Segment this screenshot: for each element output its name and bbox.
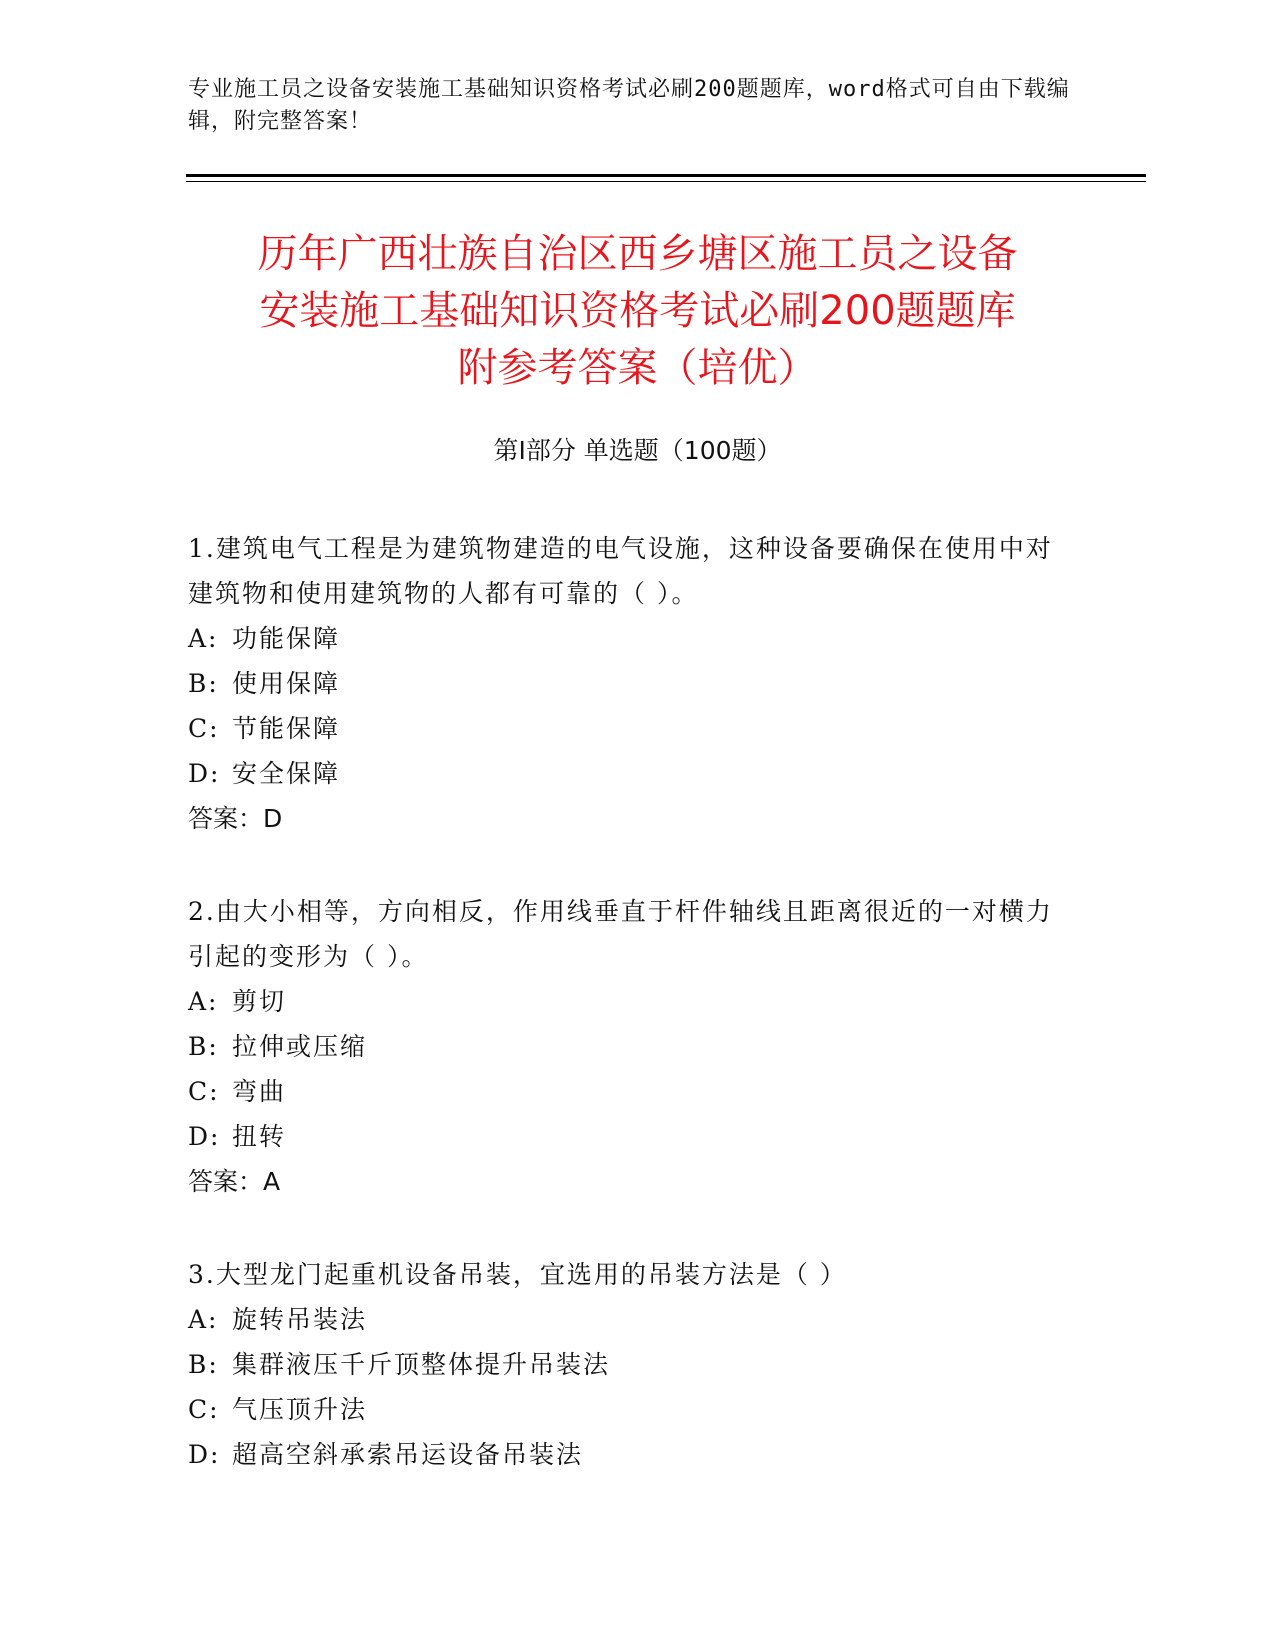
- question-stem: 2.由大小相等，方向相反，作用线垂直于杆件轴线且距离很近的一对横力引起的变形为（ ）。: [188, 897, 1053, 971]
- option-a: [188, 979, 1068, 1024]
- title-line-2: 安装施工基础知识资格考试必刷200题题库: [259, 288, 1016, 334]
- option-text: 旋转吊装法: [232, 1305, 368, 1334]
- question-1: [188, 526, 1068, 841]
- option-text: 剪切: [232, 987, 287, 1016]
- option-text: 扭转: [232, 1122, 287, 1151]
- option-text: 节能保障: [232, 714, 341, 743]
- answer-line: 答案：A: [188, 1167, 281, 1196]
- option-text: 拉伸或压缩: [232, 1032, 368, 1061]
- option-b: [188, 1342, 1068, 1387]
- option-key: B:: [188, 1350, 219, 1379]
- option-key: D:: [188, 1440, 221, 1469]
- header-divider-thin: [186, 181, 1146, 182]
- option-a: [188, 616, 1068, 661]
- title-line-1: 历年广西壮族自治区西乡塘区施工员之设备: [257, 231, 1018, 277]
- option-text: 安全保障: [232, 759, 341, 788]
- option-c: [188, 706, 1068, 751]
- question-stem: 3.大型龙门起重机设备吊装，宜选用的吊装方法是（ ）: [188, 1260, 847, 1289]
- option-text: 使用保障: [232, 669, 341, 698]
- option-key: C:: [188, 714, 220, 743]
- option-key: C:: [188, 1077, 220, 1106]
- option-d: [188, 1432, 1068, 1477]
- question-stem: 1.建筑电气工程是为建筑物建造的电气设施，这种设备要确保在使用中对建筑物和使用建筑物的人都有可靠的（ ）。: [188, 534, 1053, 608]
- option-key: B:: [188, 669, 219, 698]
- option-b: [188, 1024, 1068, 1069]
- option-b: [188, 661, 1068, 706]
- header-divider-thick: [186, 174, 1146, 177]
- header-note: 专业施工员之设备安装施工基础知识资格考试必刷200题题库，word格式可自由下载编辑，附完整答案！: [188, 77, 1070, 134]
- option-a: [188, 1297, 1068, 1342]
- option-d: [188, 751, 1068, 796]
- section-heading: 第Ⅰ部分 单选题（100题）: [493, 436, 782, 465]
- question-2: [188, 889, 1068, 1204]
- title-line-3: 附参考答案（培优）: [457, 345, 818, 391]
- option-text: 弯曲: [232, 1077, 287, 1106]
- option-key: D:: [188, 1122, 221, 1151]
- option-text: 功能保障: [232, 624, 341, 653]
- option-key: A:: [188, 987, 219, 1016]
- option-key: C:: [188, 1395, 220, 1424]
- option-key: B:: [188, 1032, 219, 1061]
- question-3: [188, 1252, 1068, 1477]
- option-d: [188, 1114, 1068, 1159]
- answer-line: 答案：D: [188, 804, 283, 833]
- option-key: D:: [188, 759, 221, 788]
- option-c: [188, 1069, 1068, 1114]
- option-text: 超高空斜承索吊运设备吊装法: [232, 1440, 584, 1469]
- option-text: 气压顶升法: [232, 1395, 368, 1424]
- option-c: [188, 1387, 1068, 1432]
- option-key: A:: [188, 1305, 219, 1334]
- option-text: 集群液压千斤顶整体提升吊装法: [232, 1350, 611, 1379]
- question-list: [188, 526, 1068, 1525]
- document-title: [150, 226, 1125, 397]
- option-key: A:: [188, 624, 219, 653]
